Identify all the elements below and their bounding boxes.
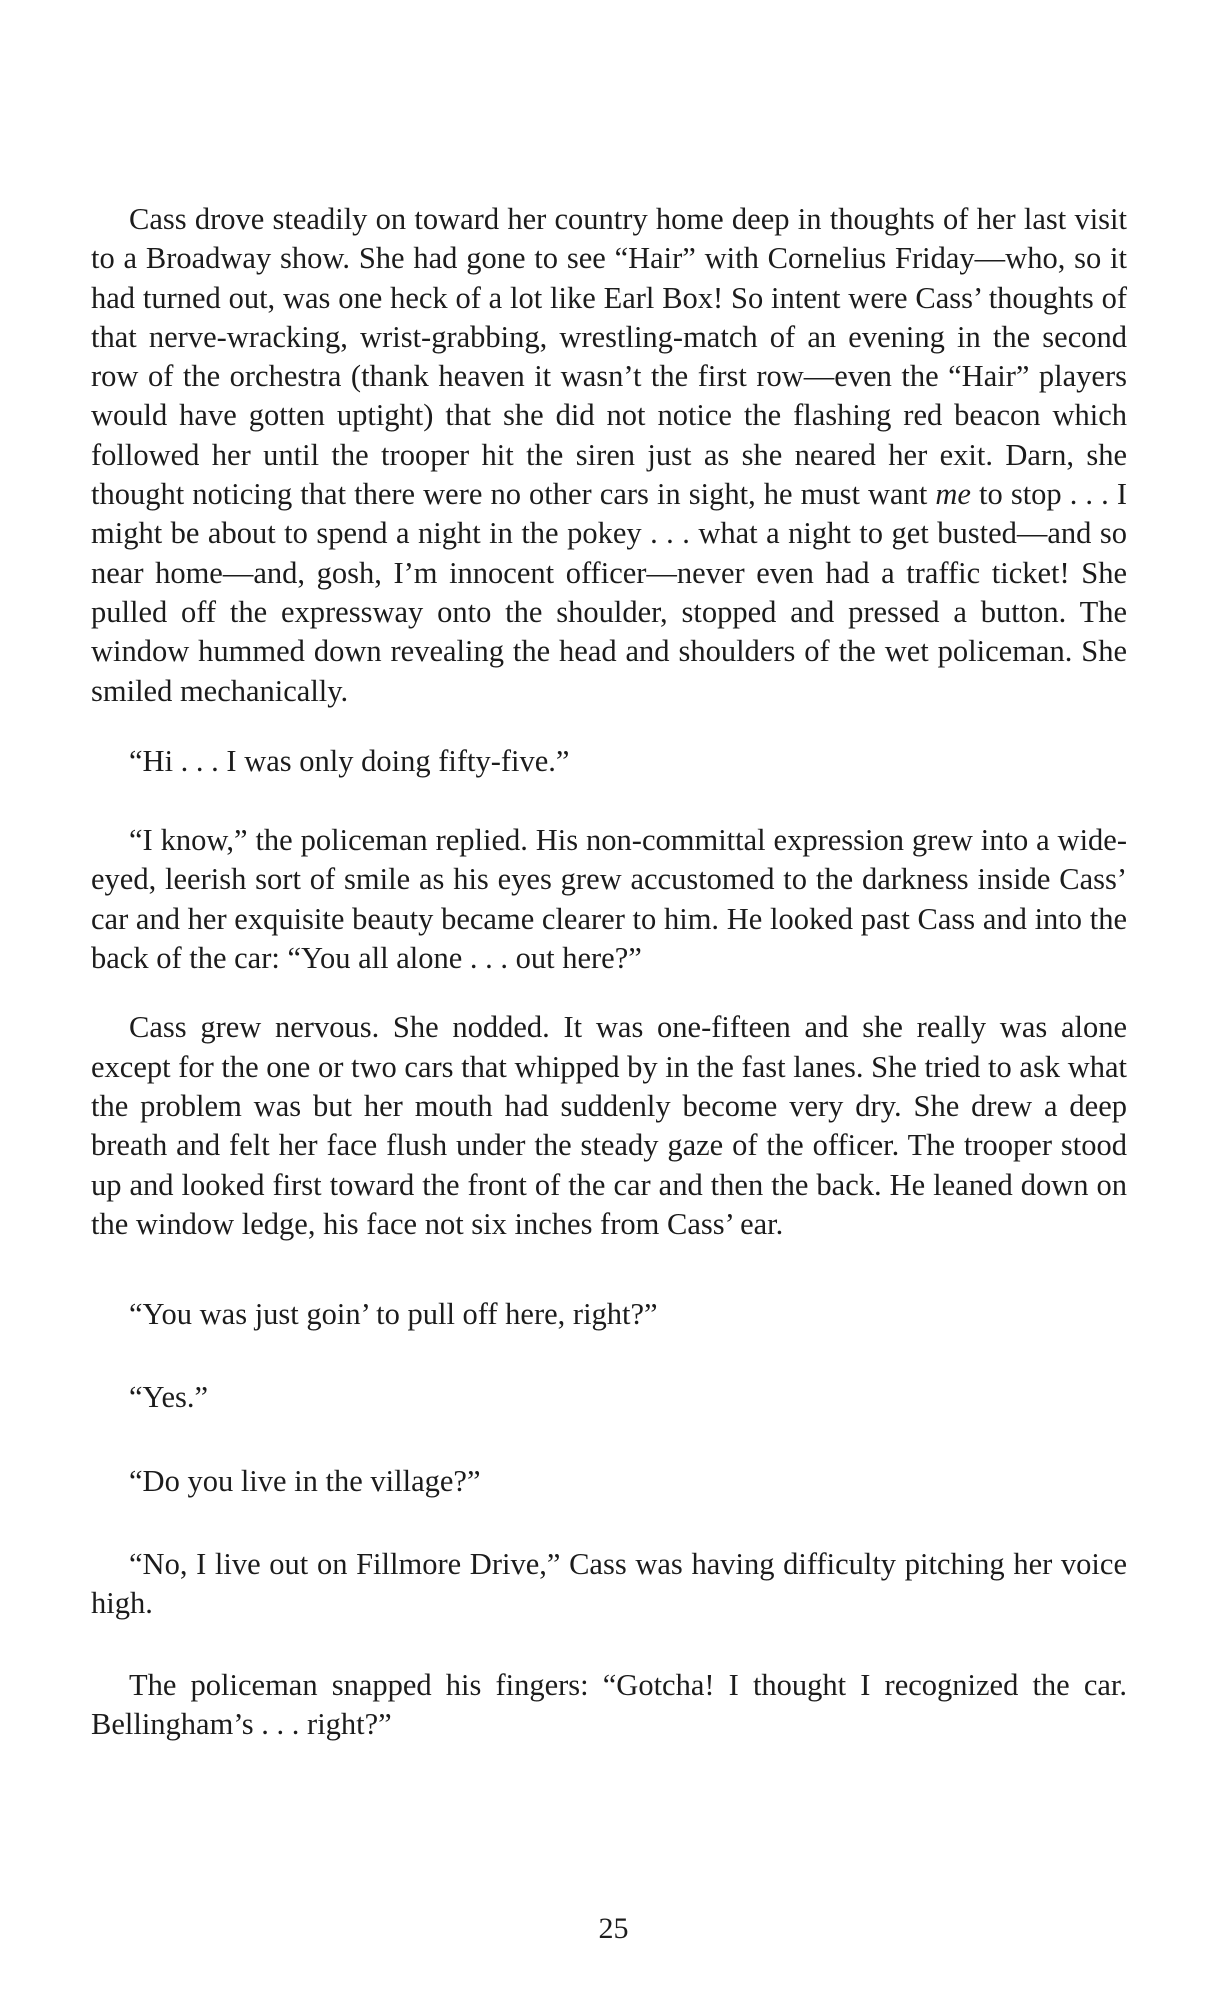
paragraph-4: Cass grew nervous. She nodded. It was one-fifteen and she really was alone except for the one or two cars that whipped by in the fast lanes. She tried to ask what the problem was but her mouth had suddenly become very dry. She drew a deep breath and felt her face flush under the steady gaze of the officer. The trooper stood up and looked first toward the front of the car and then the back. He leaned down on the window ledge, his face not six inches from Cass’ ear. — [91, 1010, 1127, 1241]
paragraph-1 — [91, 200, 1127, 711]
paragraph-1-part-2: to stop . . . I might be about to spend a night in the pokey . . . what a night to get busted—and so near home—and, gosh, I’m innocent officer—never even had a traffic ticket! She pulled off the expressway onto the shoulder, stopped and pressed a button. The window hummed down revealing the head and shoulders of the wet policeman. She smiled mechanically. — [91, 477, 1127, 708]
paragraph-1-part-1: Cass drove steadily on toward her country home deep in thoughts of her last visit to a Broadway show. She had gone to see “Hair” with Cornelius Friday—who, so it had turned out, was one heck of a lot like Earl Box! So intent were Cass’ thoughts of that nerve-wracking, wrist-grabbing, wrestling-match of an evening in the second row of the orchestra (thank heaven it wasn’t the first row—even the “Hair” players would have gotten uptight) that she did not notice the flashing red beacon which followed her until the trooper hit the siren just as she neared her exit. Darn, she thought noticing that there were no other cars in sight, he must want — [91, 202, 1127, 512]
paragraph-5: “You was just goin’ to pull off here, right?” — [129, 1297, 658, 1332]
paragraph-9: The policeman snapped his fingers: “Gotcha! I thought I recognized the car. Bellingham’s . . . right?” — [91, 1667, 1127, 1741]
paragraph-3: “I know,” the policeman replied. His non-committal expression grew into a wide-eyed, leerish sort of smile as his eyes grew accustomed to the darkness inside Cass’ car and her exquisite beauty became clearer to him. He looked past Cass and into the back of the car: “You all alone . . . out here?” — [91, 823, 1127, 976]
paragraph-6: “Yes.” — [129, 1380, 209, 1415]
book-page-body — [91, 200, 1127, 1744]
emphasized-word: me — [935, 477, 971, 512]
paragraph-7: “Do you live in the village?” — [129, 1463, 481, 1498]
page-number: 25 — [598, 1912, 629, 1945]
paragraph-8: “No, I live out on Fillmore Drive,” Cass was having difficulty pitching her voice high. — [91, 1547, 1127, 1621]
paragraph-2: “Hi . . . I was only doing fifty-five.” — [129, 743, 570, 778]
